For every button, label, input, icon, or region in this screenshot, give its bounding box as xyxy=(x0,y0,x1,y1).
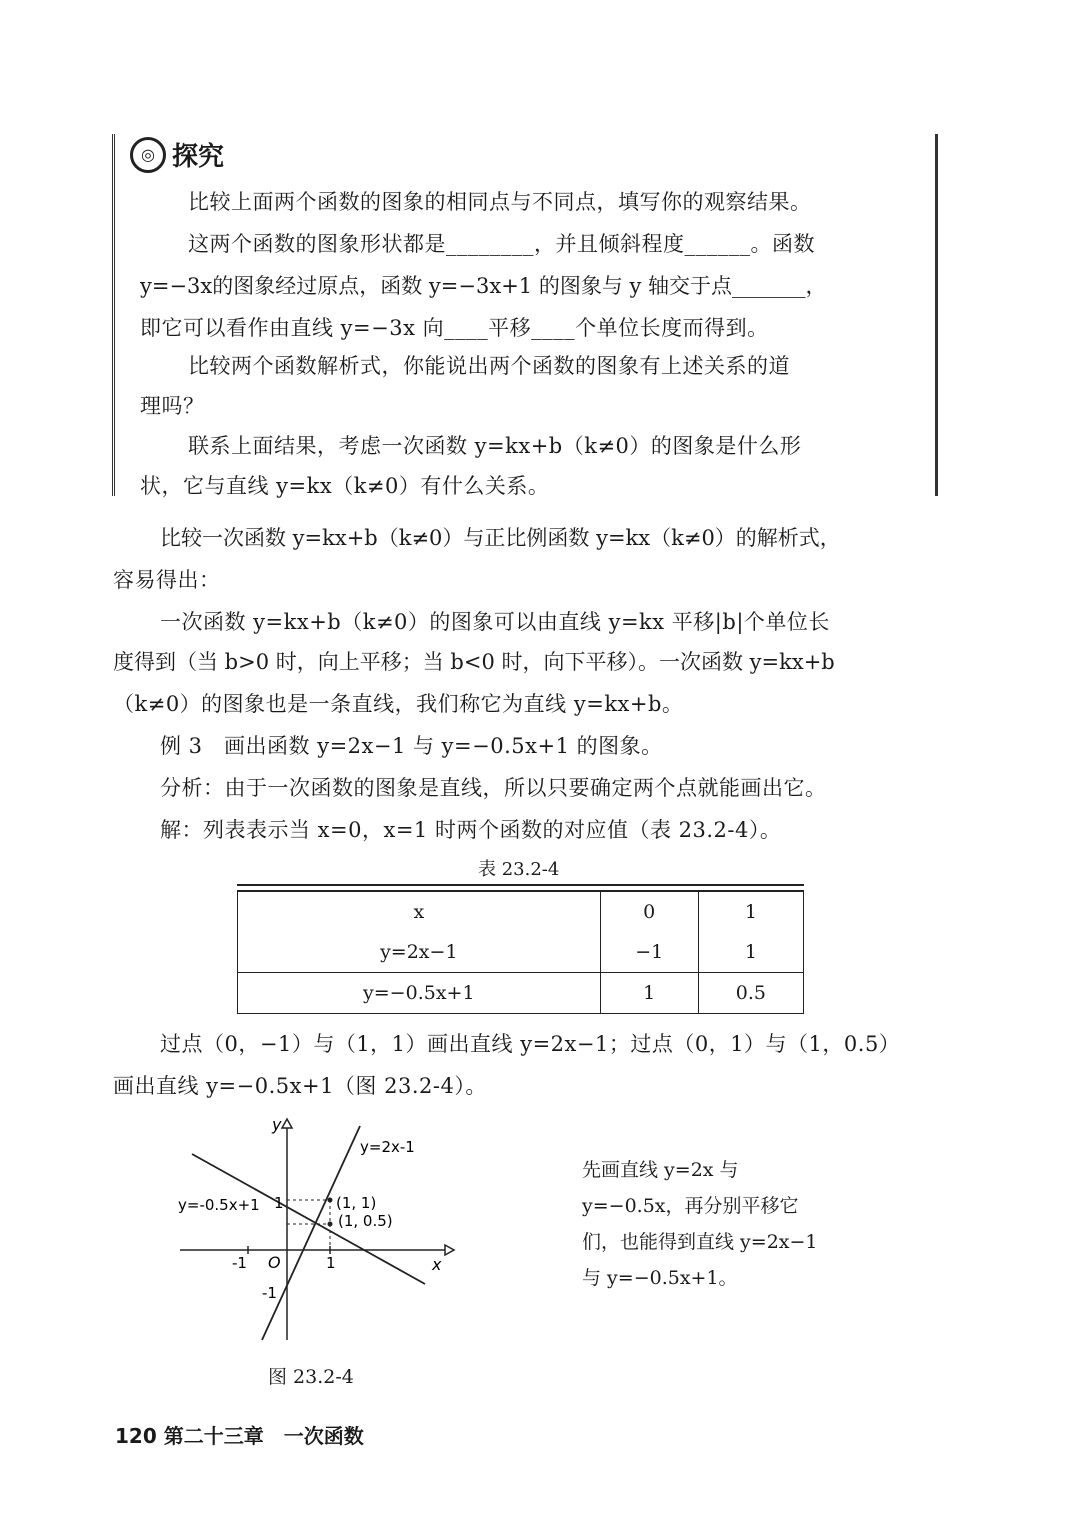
tick-label-y-neg1: -1 xyxy=(262,1284,277,1302)
label-point-1-05: (1, 0.5) xyxy=(338,1212,393,1230)
line-y-2x-1 xyxy=(262,1126,360,1340)
y-axis-arrow-icon xyxy=(282,1119,292,1128)
point-1-1 xyxy=(328,1198,333,1203)
analysis-text: 分析：由于一次函数的图象是直线，所以只要确定两个点就能画出它。 xyxy=(160,776,827,800)
table-cell: y=−0.5x+1 xyxy=(238,973,601,1014)
label-line-2x-1: y=2x-1 xyxy=(360,1138,415,1156)
tick-label-y-1: 1 xyxy=(274,1194,284,1212)
function-graph xyxy=(170,1112,470,1352)
explore-line-3: y=−3x的图象经过原点，函数 y=−3x+1 的图象与 y 轴交于点_______， xyxy=(140,274,827,298)
x-axis-arrow-icon xyxy=(445,1245,454,1255)
label-line-neg05x: y=-0.5x+1 xyxy=(178,1196,260,1214)
explore-line-4: 即它可以看作由直线 y=−3x 向____平移____个单位长度而得到。 xyxy=(140,316,769,340)
explore-line-2: 这两个函数的图象形状都是________，并且倾斜程度______。函数 xyxy=(188,232,815,256)
explore-line-1: 比较上面两个函数的图象的相同点与不同点，填写你的观察结果。 xyxy=(188,190,812,214)
explore-line-8: 状，它与直线 y=kx（k≠0）有什么关系。 xyxy=(140,474,550,498)
solution-text: 解：列表表示当 x=0，x=1 时两个函数的对应值（表 23.2-4）。 xyxy=(160,818,782,842)
table-top-rule xyxy=(237,884,804,886)
table-cell: 0.5 xyxy=(698,973,803,1014)
explore-line-6: 理吗？ xyxy=(140,394,205,418)
explore-line-5: 比较两个函数解析式，你能说出两个函数的图象有上述关系的道 xyxy=(188,354,790,378)
origin-label: O xyxy=(268,1253,281,1272)
table-cell: x xyxy=(238,891,601,932)
explore-heading xyxy=(130,136,224,173)
body-paragraph-1: 比较一次函数 y=kx+b（k≠0）与正比例函数 y=kx（k≠0）的解析式， xyxy=(160,526,841,550)
body-paragraph-2b: 度得到（当 b>0 时，向上平移；当 b<0 时，向下平移）。一次函数 y=kx+b xyxy=(113,650,835,674)
table-row xyxy=(238,891,804,932)
explore-icon: ◎ xyxy=(130,137,166,173)
tick-label-x-1: 1 xyxy=(326,1254,336,1272)
figure-caption: 图 23.2-4 xyxy=(268,1366,354,1388)
table-cell: 1 xyxy=(698,932,803,973)
table-cell: y=2x−1 xyxy=(238,932,601,973)
table-row xyxy=(238,973,804,1014)
page-footer: 120 第二十三章 一次函数 xyxy=(115,1424,364,1448)
after-table-text-b: 画出直线 y=−0.5x+1（图 23.2-4）。 xyxy=(113,1074,487,1098)
explore-line-7: 联系上面结果，考虑一次函数 y=kx+b（k≠0）的图象是什么形 xyxy=(188,434,802,458)
side-note: 先画直线 y=2x 与 y=−0.5x，再分别平移它们，也能得到直线 y=2x−1 与 y=−0.5x+1。 xyxy=(582,1159,818,1289)
after-table-text: 过点（0，−1）与（1，1）画出直线 y=2x−1；过点（0，1）与（1，0.5） xyxy=(160,1032,901,1056)
point-1-05 xyxy=(328,1222,333,1227)
body-paragraph-2: 一次函数 y=kx+b（k≠0）的图象可以由直线 y=kx 平移|b|个单位长 xyxy=(160,610,830,634)
example-3: 例 3 画出函数 y=2x−1 与 y=−0.5x+1 的图象。 xyxy=(160,734,663,758)
table-cell: −1 xyxy=(600,932,698,973)
body-paragraph-1b: 容易得出： xyxy=(113,568,221,592)
y-axis-label: y xyxy=(272,1115,282,1134)
value-table xyxy=(237,890,804,1014)
body-paragraph-2c: （k≠0）的图象也是一条直线，我们称它为直线 y=kx+b。 xyxy=(113,692,684,716)
table-caption: 表 23.2-4 xyxy=(478,859,560,880)
x-axis-label: x xyxy=(432,1255,442,1274)
table-cell: 1 xyxy=(600,973,698,1014)
explore-title: 探究 xyxy=(172,142,225,172)
label-point-1-1: (1, 1) xyxy=(336,1194,377,1212)
tick-label-x-neg1: -1 xyxy=(232,1254,247,1272)
table-cell: 0 xyxy=(600,891,698,932)
table-cell: 1 xyxy=(698,891,803,932)
table-row xyxy=(238,932,804,973)
